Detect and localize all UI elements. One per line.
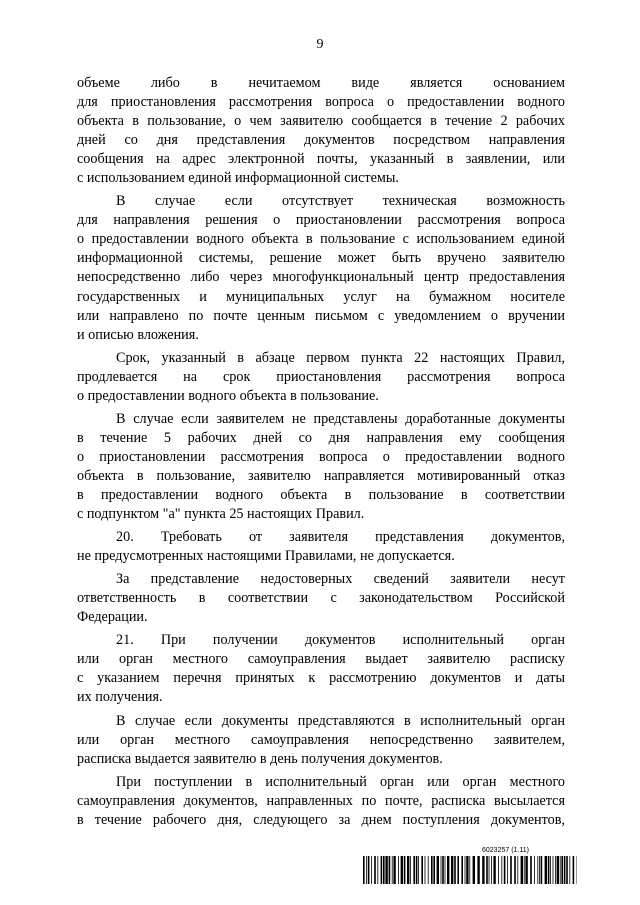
barcode-bar — [521, 856, 523, 884]
barcode-bar — [514, 856, 516, 884]
barcode-bar — [466, 856, 468, 884]
barcode-bar — [553, 856, 554, 884]
barcode-bar — [557, 856, 559, 884]
paragraph — [77, 631, 565, 707]
barcode-bar — [433, 856, 435, 884]
barcode-bar — [401, 856, 403, 884]
barcode-bar — [441, 856, 442, 884]
barcode-bar — [465, 856, 466, 884]
text-line: дней со дня представления документов посредством направления — [77, 132, 565, 149]
barcode-bar — [381, 856, 383, 884]
barcode-bar — [428, 856, 429, 884]
barcode-bar — [392, 856, 393, 884]
barcode-bar — [560, 856, 561, 884]
barcode-bar — [498, 856, 499, 884]
barcode-bar — [385, 856, 387, 884]
barcode-bar — [566, 856, 568, 884]
paragraph — [77, 528, 565, 566]
text-line: государственных и муниципальных услуг на бумажном носителе — [77, 288, 565, 305]
text-line: расписка выдается заявителю в день получения документов. — [77, 750, 443, 767]
barcode-bar — [363, 856, 365, 884]
text-line: для направления решения о приостановлении рассмотрения вопроса — [77, 212, 565, 229]
text-line: 20. Требовать от заявителя представления документов, — [116, 529, 565, 546]
barcode-bar — [493, 856, 495, 884]
text-line: Федерации. — [77, 609, 148, 626]
barcode-bar — [445, 856, 446, 884]
barcode-bar — [437, 856, 439, 884]
barcode-bar — [561, 856, 563, 884]
paragraph — [77, 570, 565, 627]
barcode-bar — [473, 856, 475, 884]
barcode-bar — [389, 856, 391, 884]
text-line: с указанием перечня принятых к рассмотрению документов и даты — [77, 670, 565, 687]
barcode-bar — [534, 856, 535, 884]
barcode-bar — [541, 856, 543, 884]
barcode-bar — [431, 856, 433, 884]
barcode-bar — [416, 856, 418, 884]
text-line: В случае если заявителем не представлены доработанные документы — [116, 410, 565, 427]
barcode-bar — [548, 856, 550, 884]
barcode-bar — [410, 856, 411, 884]
barcode-bar — [469, 856, 470, 884]
barcode-bar — [573, 856, 575, 884]
barcode-bar — [510, 856, 512, 884]
text-line: При поступлении в исполнительный орган или орган местного — [116, 773, 565, 790]
barcode-bar — [482, 856, 484, 884]
barcode-bar — [393, 856, 395, 884]
text-line: в течение рабочего дня, следующего за днем поступления документов, — [77, 811, 565, 828]
barcode-bar — [524, 856, 525, 884]
text-line: или направлено по почте ценным письмом с уведомлением о вручении — [77, 307, 565, 324]
barcode-bar — [407, 856, 409, 884]
text-line: самоуправления документов, направленных по почте, расписка высылается — [77, 792, 565, 809]
text-line: о приостановлении рассмотрения вопроса о предоставлении водного — [77, 448, 565, 465]
text-line: 21. При получении документов исполнительный орган — [116, 632, 565, 649]
barcode-bar — [461, 856, 463, 884]
text-line: объекта в пользование, о чем заявителю сообщается в течение 2 рабочих — [77, 113, 565, 130]
text-line: о предоставлении водного объекта в пользование с использованием единой — [77, 231, 565, 248]
paragraph — [77, 773, 565, 830]
barcode-bar — [564, 856, 566, 884]
barcode-bar — [377, 856, 378, 884]
barcode-bar — [368, 856, 370, 884]
barcode-bar — [421, 856, 423, 884]
paragraph — [77, 349, 565, 406]
barcode-bar — [555, 856, 556, 884]
text-line: в предоставлении водного объекта в пользование в соответствии — [77, 486, 565, 503]
barcode-bar — [454, 856, 456, 884]
barcode-bar — [517, 856, 518, 884]
barcode-bar — [447, 856, 449, 884]
text-line: или орган местного самоуправления непосредственно заявителем, — [77, 731, 565, 748]
text-line: их получения. — [77, 689, 163, 706]
barcode-bar — [457, 856, 459, 884]
barcode-bar — [525, 856, 527, 884]
barcode-bar — [530, 856, 532, 884]
text-line: с подпунктом "а" пункта 25 настоящих Правил. — [77, 506, 365, 523]
text-line: о предоставлении водного объекта в пользование. — [77, 387, 379, 404]
document-body — [77, 74, 565, 830]
text-line: не предусмотренных настоящими Правилами, не допускается. — [77, 548, 455, 565]
paragraph — [77, 74, 565, 188]
barcode-bar — [550, 856, 551, 884]
paragraph — [77, 712, 565, 769]
text-line: или орган местного самоуправления выдает заявителю расписку — [77, 651, 565, 668]
barcode-bar — [489, 856, 490, 884]
text-line: сообщения на адрес электронной почты, указанный в заявлении, или — [77, 151, 565, 168]
text-line: непосредственно либо через многофункциональный центр предоставления — [77, 269, 565, 286]
text-line: в течение 5 рабочих дней со дня направления ему сообщения — [77, 429, 565, 446]
text-line: с использованием единой информационной системы. — [77, 170, 399, 187]
barcode-bar — [539, 856, 540, 884]
barcode-bar — [507, 856, 508, 884]
text-line: В случае если документы представляются в исполнительный орган — [116, 712, 565, 729]
barcode-bar — [404, 856, 406, 884]
paragraph — [77, 410, 565, 524]
barcode-bar — [398, 856, 399, 884]
page-number: 9 — [316, 37, 324, 52]
barcode-bar — [418, 856, 419, 884]
barcode-bar — [371, 856, 372, 884]
barcode-bar — [451, 856, 453, 884]
text-line: За представление недостоверных сведений заявители несут — [116, 571, 565, 588]
text-line: объеме либо в нечитаемом виде является основанием — [77, 75, 565, 91]
document-code: 6023257 (1.11) — [482, 847, 529, 854]
barcode-bar — [491, 856, 492, 884]
barcode-bar — [504, 856, 506, 884]
barcode-bar — [545, 856, 547, 884]
barcode-bar — [425, 856, 426, 884]
barcode-bar — [486, 856, 488, 884]
text-line: для приостановления рассмотрения вопроса о предоставлении водного — [77, 94, 565, 111]
barcode-bar — [383, 856, 385, 884]
paragraph — [77, 192, 565, 344]
text-line: объекта в пользование, заявителю направляется мотивированный отказ — [77, 467, 565, 484]
barcode-bar — [374, 856, 376, 884]
barcode-image — [363, 856, 577, 884]
text-line: В случае если отсутствует техническая возможность — [116, 193, 565, 210]
text-line: и описью вложения. — [77, 326, 199, 343]
barcode-bar — [569, 856, 570, 884]
text-line: Срок, указанный в абзаце первом пункта 22 настоящих Правил, — [116, 349, 565, 366]
text-line: продлевается на срок приостановления рассмотрения вопроса — [77, 368, 565, 385]
text-line: информационной системы, решение может быть вручено заявителю — [77, 250, 565, 267]
barcode-bar — [477, 856, 479, 884]
text-line: ответственность в соответствии с законодательством Российской — [77, 590, 565, 607]
barcode-bar — [537, 856, 538, 884]
barcode-bar — [366, 856, 367, 884]
barcode-bar — [442, 856, 444, 884]
barcode-bar — [413, 856, 415, 884]
barcode-bar — [501, 856, 502, 884]
